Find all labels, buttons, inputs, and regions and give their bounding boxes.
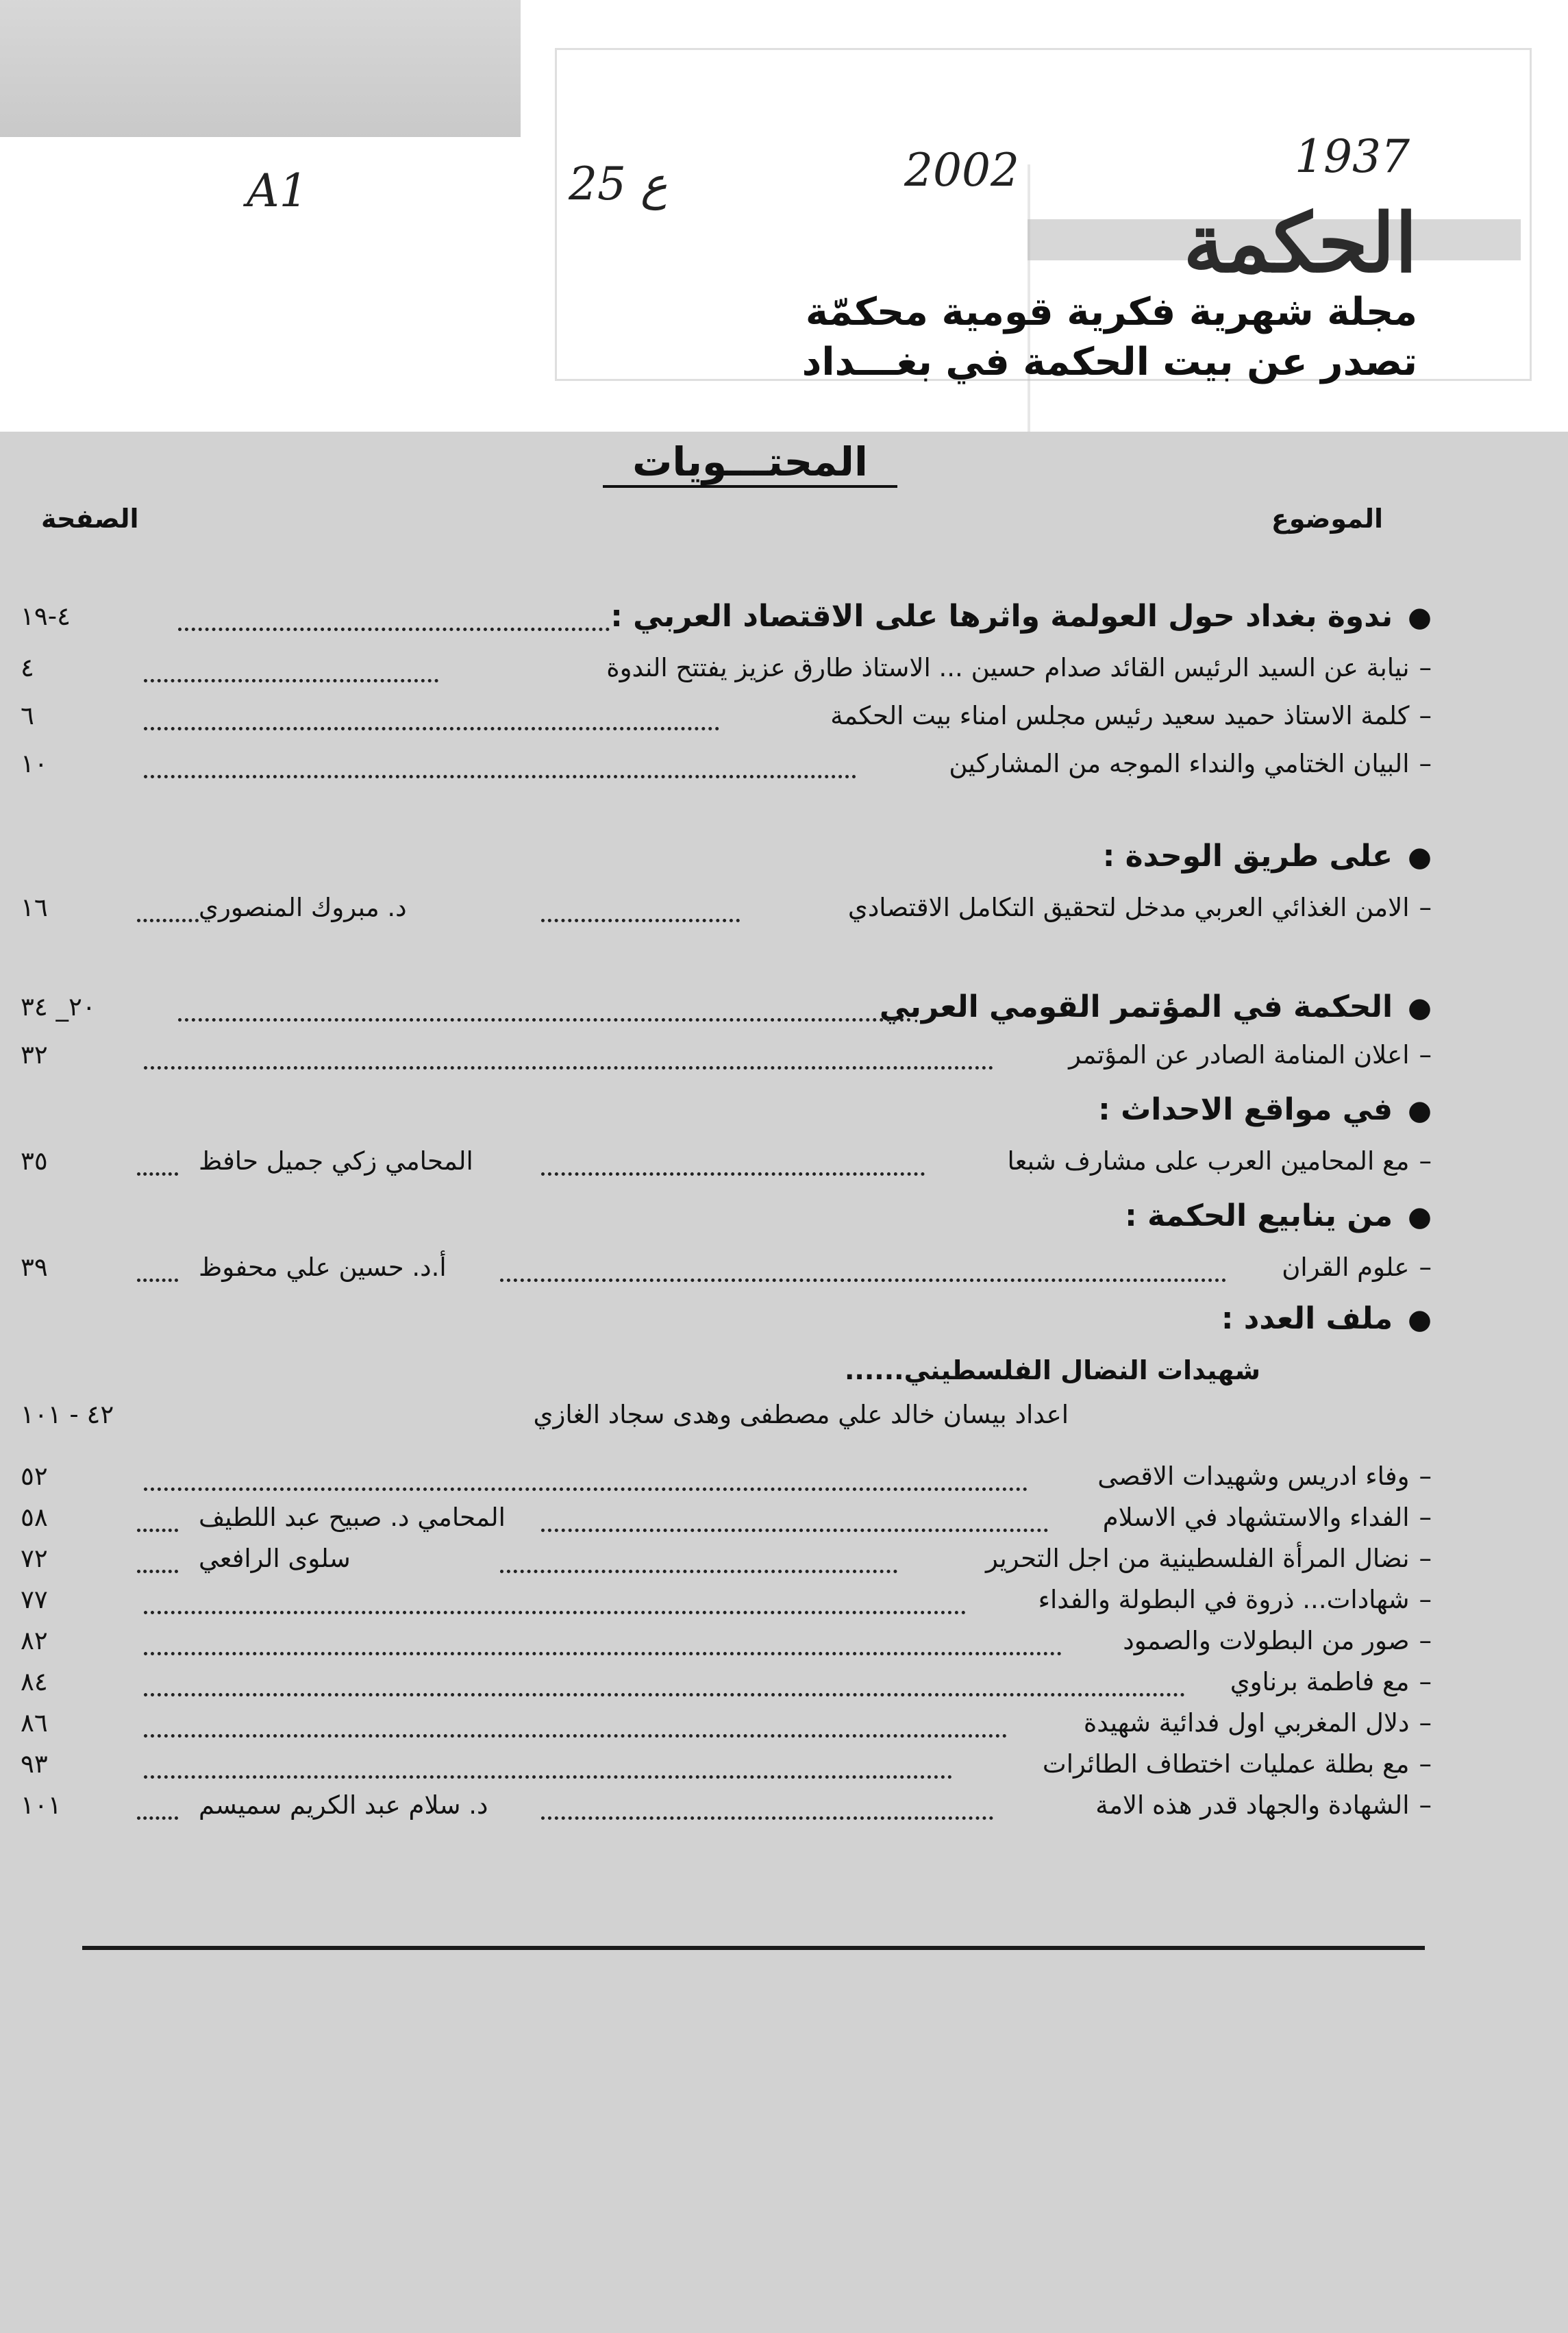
item-page: ٦: [21, 701, 34, 730]
toc-section-row: [21, 1298, 1432, 1340]
toc-section-row: [21, 1196, 1432, 1237]
toc-credit-row: [21, 1394, 1432, 1435]
item-title: – نضال المرأة الفلسطينية من اجل التحرير: [986, 1538, 1432, 1579]
item-author: المحامي زكي جميل حافظ: [199, 1146, 473, 1176]
item-page: ٥٢: [21, 1461, 48, 1491]
toc-item-row: [21, 1141, 1432, 1182]
dot-leader: [144, 1727, 1007, 1738]
magazine-subtitle: مجلة شهرية فكرية قومية محكمّة: [805, 289, 1417, 334]
toc-item-row: [21, 1703, 1432, 1744]
section-title: ● في مواقع الاحداث :: [1098, 1089, 1432, 1131]
section-pages: ٤-١٩: [21, 602, 71, 631]
dot-leader: [144, 1768, 952, 1779]
item-title: – مع بطلة عمليات اختطاف الطائرات: [1043, 1744, 1432, 1785]
file-credit: اعداد بيسان خالد علي مصطفى وهدى سجاد الغازي: [533, 1400, 1069, 1429]
toc-item-row: [21, 1247, 1432, 1288]
dot-leader: [541, 912, 740, 922]
item-title: – شهادات... ذروة في البطولة والفداء: [1038, 1579, 1432, 1620]
magazine-logo: الحكمة: [1183, 195, 1417, 291]
dot-leader: [541, 1810, 993, 1820]
dot-leader: [500, 1563, 897, 1573]
dot-leader: [500, 1272, 1226, 1282]
item-page: ٨٦: [21, 1708, 48, 1738]
dot-leader: [137, 1563, 178, 1573]
handwritten-note: 25 ع: [569, 158, 668, 210]
item-title: – البيان الختامي والنداء الموجه من المشاركين: [949, 743, 1432, 785]
item-author: سلوى الرافعي: [199, 1544, 351, 1573]
item-page: ١٠١: [21, 1790, 62, 1820]
toc-item-row: [21, 743, 1432, 785]
masthead: [801, 195, 1417, 387]
dot-leader: [144, 1604, 966, 1614]
dot-leader: [137, 1165, 178, 1176]
contents-title: المحتـــويات: [603, 439, 897, 488]
item-page: ١٠: [21, 749, 48, 778]
item-page: ١٦: [21, 893, 48, 922]
toc-item-row: [21, 1620, 1432, 1662]
file-subtitle: شهيدات النضال الفلسطيني......: [845, 1355, 1260, 1385]
item-page: ٧٧: [21, 1585, 48, 1614]
handwritten-note: 2002: [904, 144, 1019, 197]
toc-item-row: [21, 1785, 1432, 1826]
file-pages: ٤٢ - ١٠١: [21, 1400, 114, 1429]
section-title: ● ندوة بغداد حول العولمة واثرها على الاقتصاد العربي :: [610, 596, 1432, 638]
section-title: ● ملف العدد :: [1221, 1298, 1432, 1340]
item-title: – الامن الغذائي العربي مدخل لتحقيق التكامل الاقتصادي: [848, 887, 1432, 928]
toc-item-row: [21, 647, 1432, 689]
item-title: – اعلان المنامة الصادر عن المؤتمر: [1069, 1035, 1432, 1076]
toc-item-row: [21, 1662, 1432, 1703]
item-title: – صور من البطولات والصمود: [1123, 1620, 1432, 1662]
section-title: ● على طريق الوحدة :: [1103, 836, 1432, 878]
item-page: ٣٩: [21, 1252, 48, 1282]
item-page: ٣٥: [21, 1146, 48, 1176]
item-author: د. مبروك المنصوري: [199, 893, 407, 922]
toc-item-row: [21, 1497, 1432, 1538]
dot-leader: [178, 1011, 911, 1022]
item-title: – دلال المغربي اول فدائية شهيدة: [1084, 1703, 1432, 1744]
toc-item-row: [21, 1456, 1432, 1497]
toc-item-row: [21, 1744, 1432, 1785]
dot-leader: [144, 1481, 1028, 1491]
section-title: ● الحكمة في المؤتمر القومي العربي: [880, 987, 1432, 1028]
bottom-rule: [82, 1946, 1425, 1950]
handwritten-note: 1937: [1295, 130, 1410, 183]
toc-item-row: [21, 1035, 1432, 1076]
item-author: المحامي د. صبيح عبد اللطيف: [199, 1503, 506, 1532]
dot-leader: [137, 912, 199, 922]
item-title: – نيابة عن السيد الرئيس القائد صدام حسين ... الاستاذ طارق عزيز يفتتح الندوة: [606, 647, 1432, 689]
dot-leader: [541, 1522, 1048, 1532]
dot-leader: [541, 1165, 925, 1176]
toc-section-row: [21, 836, 1432, 877]
dot-leader: [144, 672, 438, 682]
toc-item-row: [21, 695, 1432, 737]
toc-item-row: [21, 1538, 1432, 1579]
topic-column-header: الموضوع: [1271, 504, 1383, 534]
toc-file-subtitle: [21, 1350, 1432, 1391]
toc-section-row: [21, 987, 1432, 1028]
item-page: ٧٢: [21, 1544, 48, 1573]
dot-leader: [144, 1059, 993, 1070]
section-pages: ٢٠_ ٣٤: [21, 992, 96, 1022]
dot-leader: [137, 1272, 178, 1282]
item-author: أ.د. حسين علي محفوظ: [199, 1252, 447, 1282]
item-title: – وفاء ادريس وشهيدات الاقصى: [1097, 1456, 1432, 1497]
item-title: – مع المحامين العرب على مشارف شبعا: [1008, 1141, 1432, 1182]
item-title: – مع فاطمة برناوي: [1230, 1662, 1432, 1703]
dot-leader: [137, 1522, 178, 1532]
toc-section-row: [21, 1089, 1432, 1131]
item-page: ٨٤: [21, 1667, 48, 1696]
toc-item-row: [21, 887, 1432, 928]
dot-leader: [144, 720, 719, 730]
dot-leader: [178, 621, 610, 631]
toc-section-row: [21, 596, 1432, 637]
dot-leader: [144, 1686, 1185, 1696]
toc-item-row: [21, 1579, 1432, 1620]
magazine-subtitle: تصدر عن بيت الحكمة في بغـــداد: [801, 339, 1417, 384]
item-title: – الفداء والاستشهاد في الاسلام: [1103, 1497, 1432, 1538]
item-title: – كلمة الاستاذ حميد سعيد رئيس مجلس امناء بيت الحكمة: [830, 695, 1432, 737]
section-title: ● من ينابيع الحكمة :: [1125, 1196, 1432, 1237]
item-page: ٨٢: [21, 1626, 48, 1655]
dot-leader: [144, 1645, 1062, 1655]
dot-leader: [137, 1810, 178, 1820]
item-page: ٤: [21, 653, 34, 682]
page-column-header: الصفحة: [41, 504, 139, 534]
bleed-through-masthead: [0, 0, 521, 137]
dot-leader: [144, 768, 856, 778]
item-title: – الشهادة والجهاد قدر هذه الامة: [1095, 1785, 1432, 1826]
item-page: ٩٣: [21, 1749, 48, 1779]
item-page: ٥٨: [21, 1503, 48, 1532]
item-title: – علوم القران: [1282, 1247, 1432, 1288]
item-page: ٣٢: [21, 1040, 48, 1070]
handwritten-note: A1: [247, 164, 308, 217]
item-author: د. سلام عبد الكريم سميسم: [199, 1790, 488, 1820]
